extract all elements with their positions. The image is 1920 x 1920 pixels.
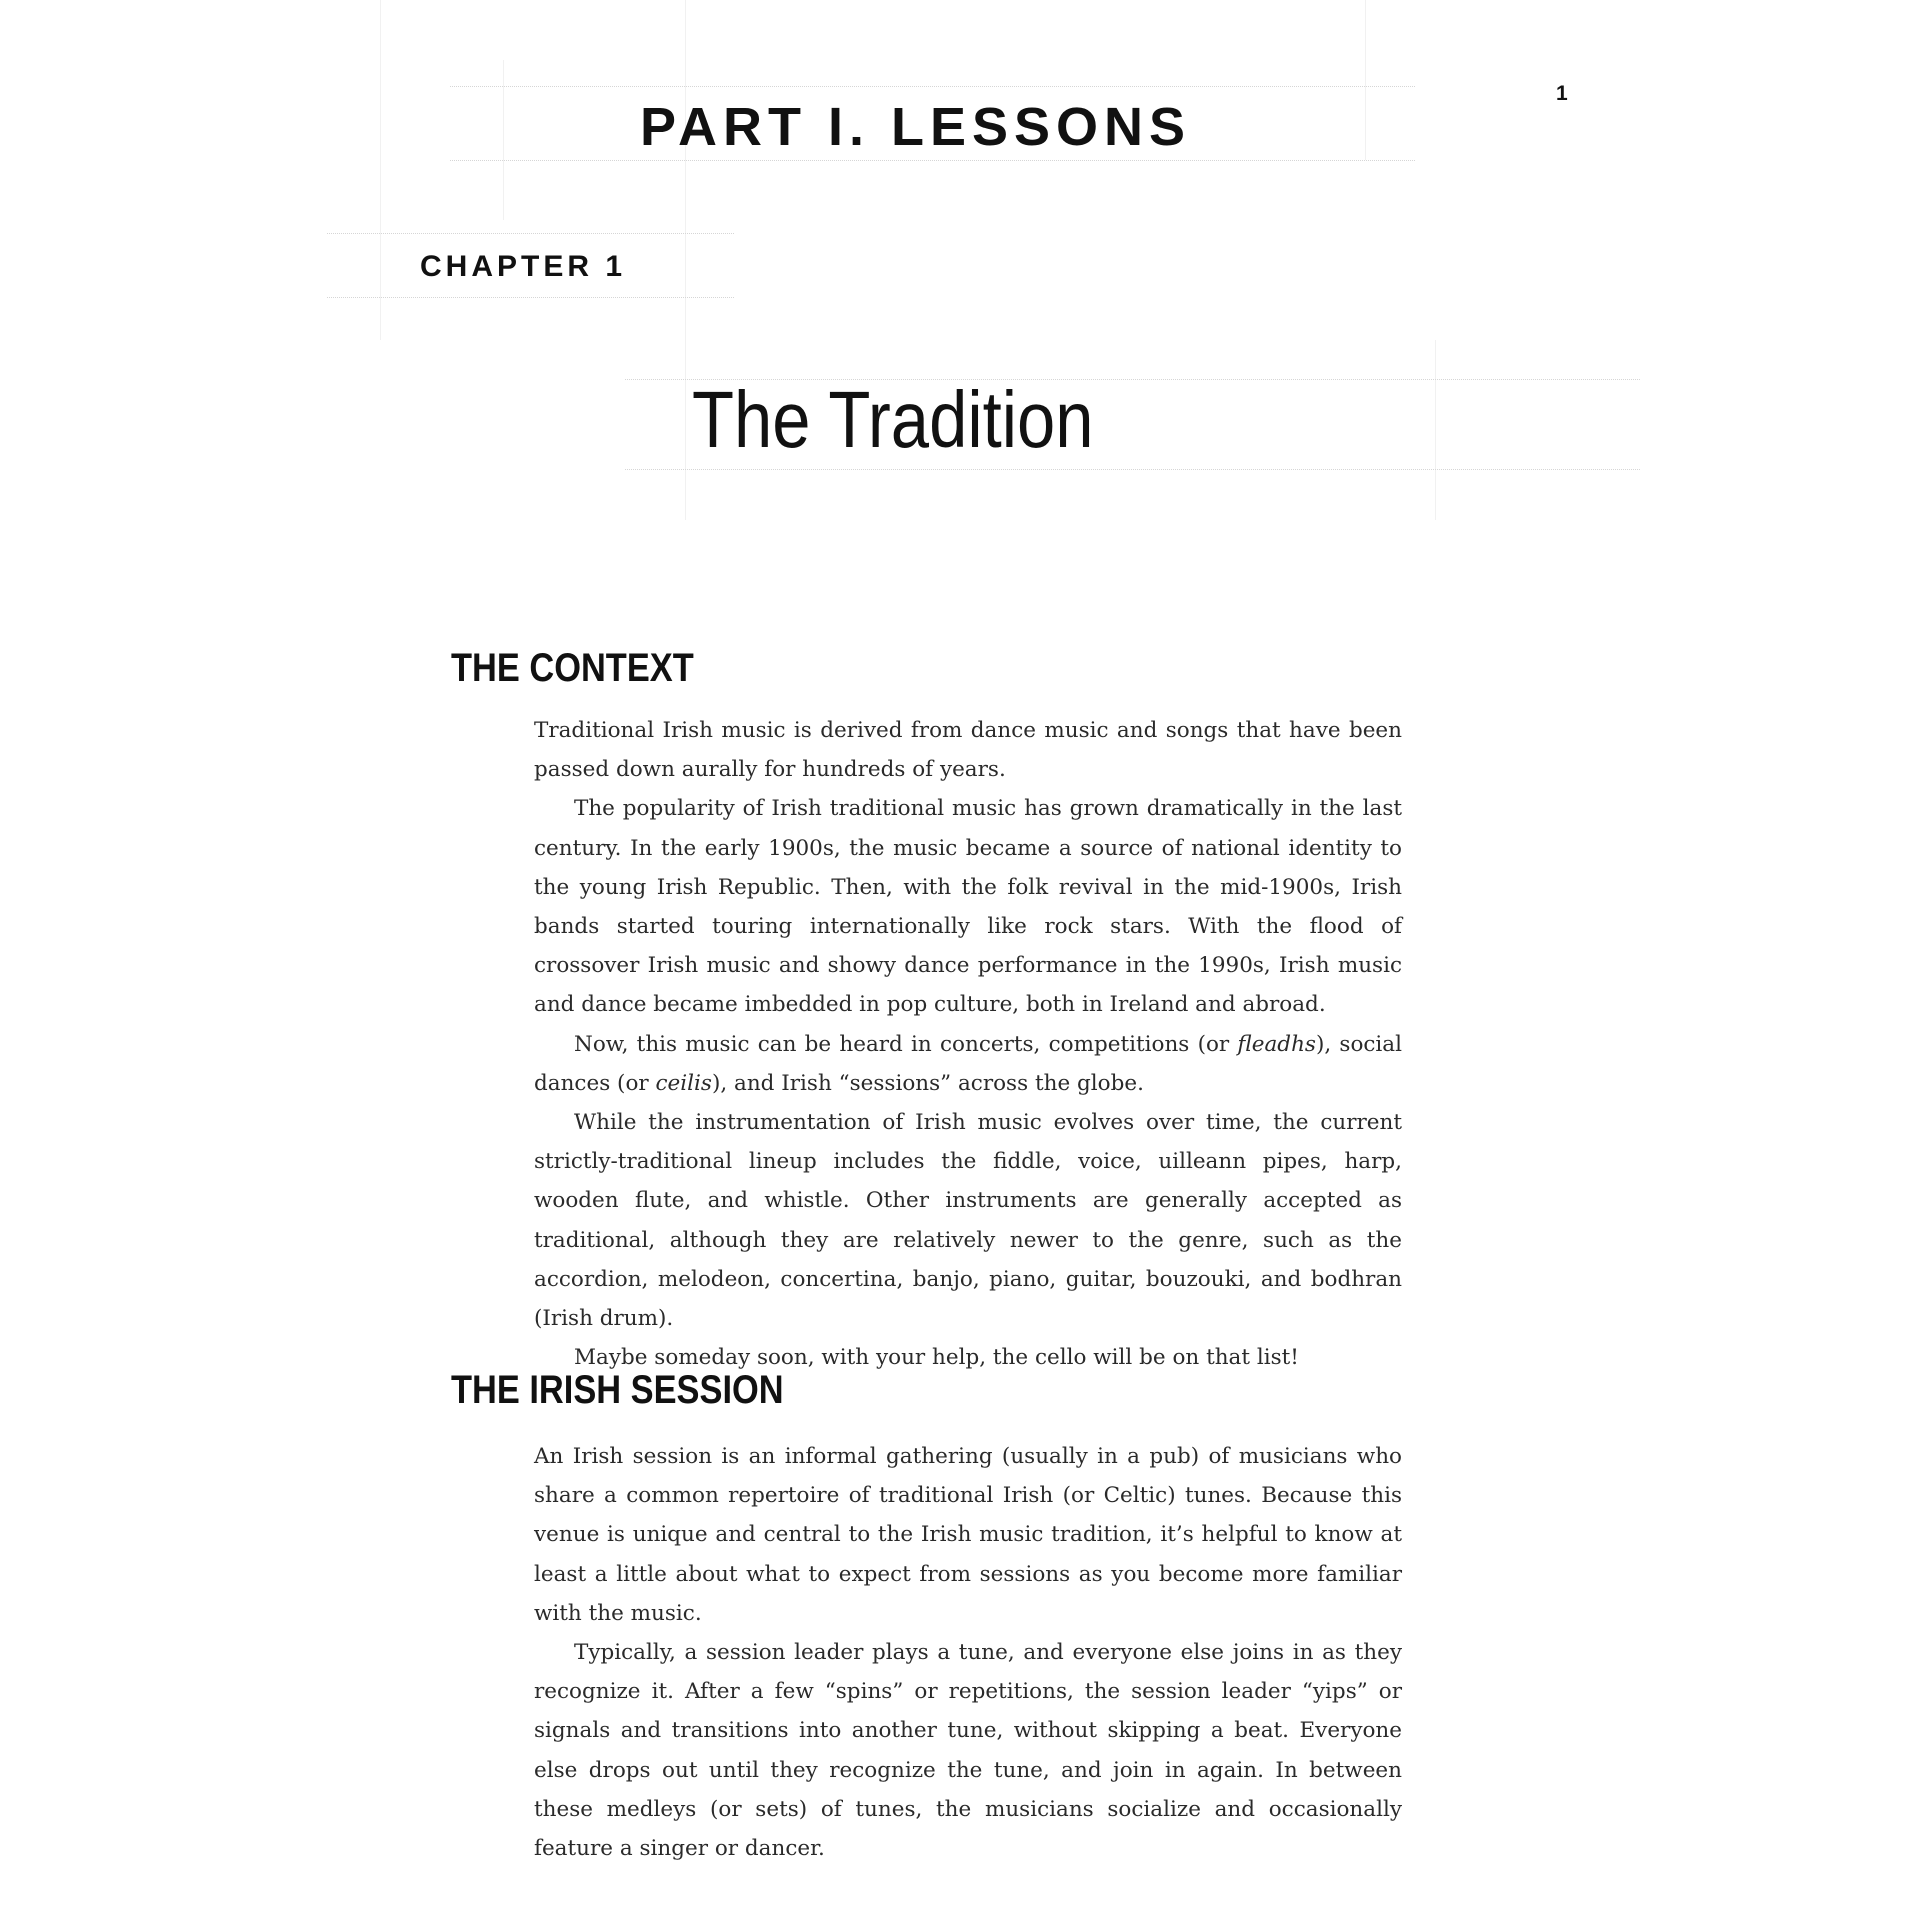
page-number: 1 [1556, 82, 1568, 105]
text-run: ), social dances (or [534, 1031, 1402, 1096]
section-body-context [534, 711, 1402, 1377]
paragraph: Traditional Irish music is derived from dance music and songs that have been passed down aurally for hundreds of years. [534, 718, 1402, 783]
paragraph: Maybe someday soon, with your help, the cello will be on that list! [574, 1345, 1299, 1371]
guide-line [1365, 0, 1366, 160]
guide-line [380, 0, 381, 340]
part-title: PART I. LESSONS [640, 97, 1192, 157]
paragraph: An Irish session is an informal gathering (usually in a pub) of musicians who share a common repertoire of traditional Irish (or Celtic) tunes. Because this venue is unique and central to the Irish music tradition, it’s helpful to know at least a little about what to expect from sessions as you become more familiar with the music. [534, 1444, 1402, 1626]
guide-line [327, 233, 734, 234]
guide-line [625, 469, 1640, 470]
section-body-irish-session [534, 1437, 1402, 1868]
guide-line [450, 86, 1415, 87]
italic-term-fleadhs: fleadhs [1237, 1031, 1316, 1057]
chapter-label: CHAPTER 1 [420, 250, 627, 283]
guide-line [450, 160, 1415, 161]
paragraph [534, 1025, 1402, 1103]
paragraph: The popularity of Irish traditional music has grown dramatically in the last century. In the early 1900s, the music became a source of national identity to the young Irish Republic. Then, with the folk revival in the mid-1900s, Irish bands started touring internationally like rock stars. With the flood of crossover Irish music and showy dance performance in the 1990s, Irish music and dance became imbedded in pop culture, both in Ireland and abroad. [534, 796, 1402, 1018]
text-run: ), and Irish “sessions” across the globe. [711, 1070, 1144, 1096]
chapter-title: The Tradition [692, 375, 1094, 464]
guide-line [1435, 340, 1436, 520]
paragraph: Typically, a session leader plays a tune, and everyone else joins in as they recognize it. After a few “spins” or repetitions, the session leader “yips” or signals and transitions into another tune, without skipping a beat. Everyone else drops out until they recognize the tune, and join in again. In between these medleys (or sets) of tunes, the musicians socialize and occasionally feature a singer or dancer. [534, 1640, 1402, 1862]
text-run: Now, this music can be heard in concerts, competitions (or [574, 1031, 1238, 1057]
section-heading-context: THE CONTEXT [451, 646, 694, 690]
paragraph: While the instrumentation of Irish music evolves over time, the current strictly-traditional lineup includes the fiddle, voice, uilleann pipes, harp, wooden flute, and whistle. Other instruments are generally accepted as traditional, although they are relatively newer to the genre, such as the accordion, melodeon, concertina, banjo, piano, guitar, bouzouki, and bodhran (Irish drum). [534, 1110, 1402, 1332]
section-heading-irish-session: THE IRISH SESSION [451, 1368, 784, 1412]
guide-line [327, 297, 734, 298]
italic-term-ceilis: ceilis [655, 1070, 712, 1096]
guide-line [685, 0, 686, 520]
guide-line [503, 60, 504, 220]
